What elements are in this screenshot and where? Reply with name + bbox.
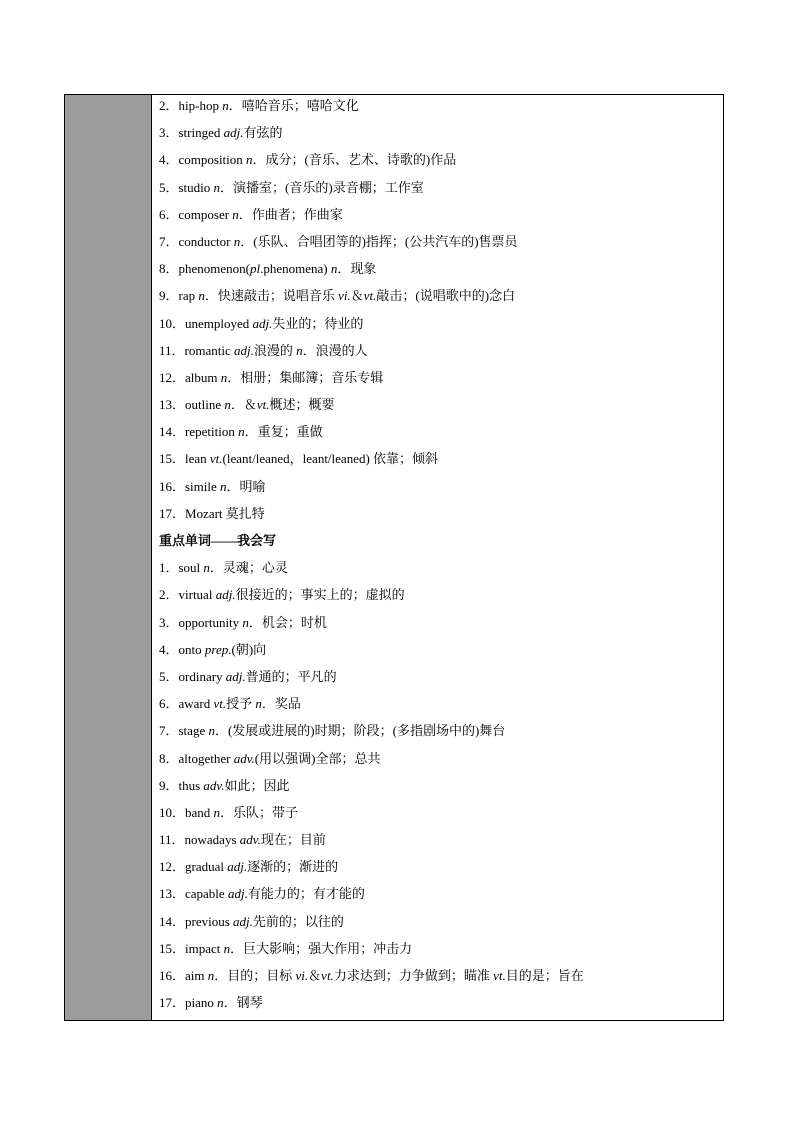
entry-text: .(朝)向: [228, 641, 267, 657]
entry-text: 先前的；以往的: [252, 913, 344, 929]
vocab-entry: [159, 694, 723, 721]
entry-text: ．成分；(音乐、艺术、诗歌的)作品: [252, 152, 457, 168]
part-of-speech: n: [330, 261, 338, 277]
vocab-entry: [159, 314, 723, 341]
part-of-speech: n: [198, 288, 205, 304]
entry-text: 11．romantic: [159, 342, 234, 358]
entry-text: 有能力的；有才能的: [247, 886, 365, 902]
part-of-speech: n: [208, 723, 215, 739]
entry-text: ．作曲者；作曲家: [238, 206, 343, 222]
vocab-entry: [159, 286, 723, 313]
entry-text: (用以强调)全部；总共: [254, 750, 381, 766]
vocab-entry: [159, 912, 723, 939]
entry-text: 逐渐的；渐进的: [247, 859, 339, 875]
entry-text: 很接近的；事实上的；虚拟的: [235, 587, 405, 603]
entry-text: 10．unemployed: [159, 315, 253, 331]
entry-text: 普通的；平凡的: [245, 668, 337, 684]
entry-text: 14．repetition: [159, 424, 239, 440]
entry-text: 失业的；待业的: [272, 315, 364, 331]
vocab-entry: [159, 558, 723, 585]
part-of-speech: adj.: [225, 668, 246, 684]
shaded-label-column: [65, 95, 152, 1020]
entry-text: 授予: [226, 696, 256, 712]
part-of-speech: vt.: [209, 451, 223, 467]
entry-text: ．浪漫的人: [302, 342, 368, 358]
entry-text: ．＆: [230, 397, 257, 413]
entry-text: ．演播室；(音乐的)录音棚；工作室: [220, 179, 424, 195]
vocab-entry: [159, 341, 723, 368]
entry-text: 5．ordinary: [159, 668, 226, 684]
vocab-entry: [159, 96, 723, 123]
part-of-speech: adj.: [215, 587, 236, 603]
entry-text: 16．aim: [159, 968, 208, 983]
part-of-speech: pl: [249, 261, 261, 277]
entry-text: 6．award: [159, 696, 214, 712]
vocab-entry: [159, 667, 723, 694]
entry-text: 12．gradual: [159, 859, 228, 875]
entry-text: 有弦的: [243, 125, 283, 141]
entry-text: ＆: [308, 968, 322, 983]
vocab-entry: [159, 993, 723, 1020]
vocab-entry: [159, 721, 723, 748]
part-of-speech: n: [223, 940, 231, 956]
entry-text: 13．outline: [159, 397, 225, 413]
part-of-speech: vt.: [321, 968, 334, 983]
entry-text: ．(乐队、合唱团等的)指挥；(公共汽车的)售票员: [240, 233, 518, 249]
vocab-entry: [159, 150, 723, 177]
entry-text: 7．conductor: [159, 233, 234, 249]
entry-text: 3．opportunity: [159, 614, 243, 630]
entry-text: 11．nowadays: [159, 832, 240, 848]
entry-text: 16．simile: [159, 478, 221, 494]
entry-text: 8．phenomenon(: [159, 261, 250, 277]
vocab-entry: [159, 178, 723, 205]
entry-text: ．快速敲击；说唱音乐: [204, 288, 339, 304]
vocab-entry: [159, 857, 723, 884]
entry-text: ．目的；目标: [214, 968, 296, 983]
entry-text: ．相册；集邮簿；音乐专辑: [227, 369, 384, 385]
vocab-entry: [159, 422, 723, 449]
part-of-speech: n: [242, 614, 249, 630]
part-of-speech: n: [203, 560, 210, 576]
section-heading: 重点单词——我会写: [159, 533, 277, 548]
entry-text: 10．band: [159, 804, 214, 820]
part-of-speech: n: [213, 804, 221, 820]
part-of-speech: n: [220, 369, 228, 385]
part-of-speech: prep: [204, 641, 229, 657]
entry-text: (leant/leaned，leant/leaned) 依靠；倾斜: [222, 451, 439, 467]
entry-text: 如此；因此: [224, 777, 290, 793]
entry-text: ．明喻: [226, 478, 266, 494]
entry-text: ．奖品: [261, 696, 301, 712]
vocab-entry: [159, 368, 723, 395]
vocab-entry: [159, 966, 723, 993]
vocab-entry: [159, 477, 723, 504]
entry-text: 2．virtual: [159, 587, 216, 603]
vocab-entry: [159, 123, 723, 150]
part-of-speech: n: [217, 995, 224, 1011]
part-of-speech: vi.: [338, 288, 351, 304]
part-of-speech: vt.: [363, 288, 377, 304]
entry-text: 7．stage: [159, 723, 209, 739]
part-of-speech: adj.: [233, 342, 254, 358]
entry-text: 9．rap: [159, 288, 199, 304]
entry-text: 4．onto: [159, 641, 205, 657]
part-of-speech: adv.: [203, 777, 225, 793]
part-of-speech: adj.: [252, 315, 273, 331]
entry-text: ．机会；时机: [248, 614, 327, 630]
part-of-speech: n: [238, 424, 245, 440]
entry-text: 2．hip-hop: [159, 98, 223, 113]
vocab-entry: [159, 939, 723, 966]
entry-text: 6．composer: [159, 206, 233, 222]
entry-text: ．现象: [337, 261, 377, 277]
vocab-entry: [159, 395, 723, 422]
part-of-speech: n: [232, 206, 239, 222]
vocab-entry: [159, 830, 723, 857]
entry-text: 12．album: [159, 369, 221, 385]
part-of-speech: adj.: [233, 913, 253, 929]
vocab-entry: [159, 232, 723, 259]
entry-text: 3．stringed: [159, 125, 224, 141]
vocab-entry: [159, 205, 723, 232]
part-of-speech: n: [213, 179, 221, 195]
entry-text: ．(发展或进展的)时期；阶段；(多指剧场中的)舞台: [214, 723, 506, 739]
entry-text: ．灵魂；心灵: [209, 560, 288, 576]
vocabulary-table: [64, 94, 724, 1021]
part-of-speech: vi.: [295, 968, 309, 983]
vocab-entry: [159, 776, 723, 803]
part-of-speech: adj.: [227, 886, 248, 902]
vocab-entry: [159, 585, 723, 612]
entry-text: 13．capable: [159, 886, 228, 902]
vocab-entry: [159, 259, 723, 286]
entry-text: 浪漫的: [253, 342, 297, 358]
part-of-speech: n: [246, 152, 253, 168]
entry-text: 5．studio: [159, 179, 214, 195]
part-of-speech: adv.: [233, 750, 255, 766]
vocab-entry: [159, 749, 723, 776]
vocab-entry: [159, 449, 723, 476]
entry-text: 17．piano: [159, 995, 218, 1011]
part-of-speech: n: [255, 696, 262, 712]
entry-text: 15．lean: [159, 451, 210, 467]
part-of-speech: n: [233, 233, 241, 249]
part-of-speech: n: [207, 968, 215, 983]
entry-text: .phenomena): [260, 261, 331, 277]
entry-text: ．嘻哈音乐；嘻哈文化: [228, 98, 359, 113]
entry-text: 概述；概要: [269, 397, 335, 413]
entry-text: ．钢琴: [223, 995, 263, 1011]
part-of-speech: vt.: [213, 696, 227, 712]
vocab-entry: [159, 803, 723, 830]
entry-text: ＆: [350, 288, 364, 304]
part-of-speech: vt.: [493, 968, 506, 983]
entry-text: ．乐队；带子: [220, 804, 299, 820]
entry-text: 15．impact: [159, 940, 224, 956]
entry-text: 14．previous: [159, 913, 234, 929]
entry-text: 力求达到；力争做到；瞄准: [333, 968, 494, 983]
part-of-speech: adj.: [223, 125, 244, 141]
entry-text: 8．altogether: [159, 750, 234, 766]
part-of-speech: n: [220, 478, 227, 494]
vocab-entry: [159, 884, 723, 911]
vocab-entry: [159, 640, 723, 667]
part-of-speech: n: [222, 98, 229, 113]
vocab-entry: [159, 613, 723, 640]
entry-text: 17．Mozart 莫扎特: [159, 505, 265, 521]
part-of-speech: adj.: [227, 859, 248, 875]
part-of-speech: n: [296, 342, 303, 358]
entry-text: 1．soul: [159, 560, 204, 576]
entry-text: 9．thus: [159, 777, 204, 793]
entry-text: 现在；目前: [260, 832, 326, 848]
part-of-speech: adv.: [239, 832, 261, 848]
entry-text: 目的是；旨在: [505, 968, 584, 983]
entry-text: ．重复；重做: [244, 424, 323, 440]
part-of-speech: vt.: [256, 397, 270, 413]
vocabulary-list-write: [159, 558, 723, 1020]
vocabulary-list-read: [159, 96, 723, 531]
part-of-speech: n: [224, 397, 231, 413]
entry-text: 敲击；(说唱歌中的)念白: [376, 288, 516, 304]
entry-text: 4．composition: [159, 152, 247, 168]
vocab-entry: [159, 504, 723, 531]
entry-text: ．巨大影响；强大作用；冲击力: [230, 940, 413, 956]
vocabulary-content: [152, 95, 723, 1020]
